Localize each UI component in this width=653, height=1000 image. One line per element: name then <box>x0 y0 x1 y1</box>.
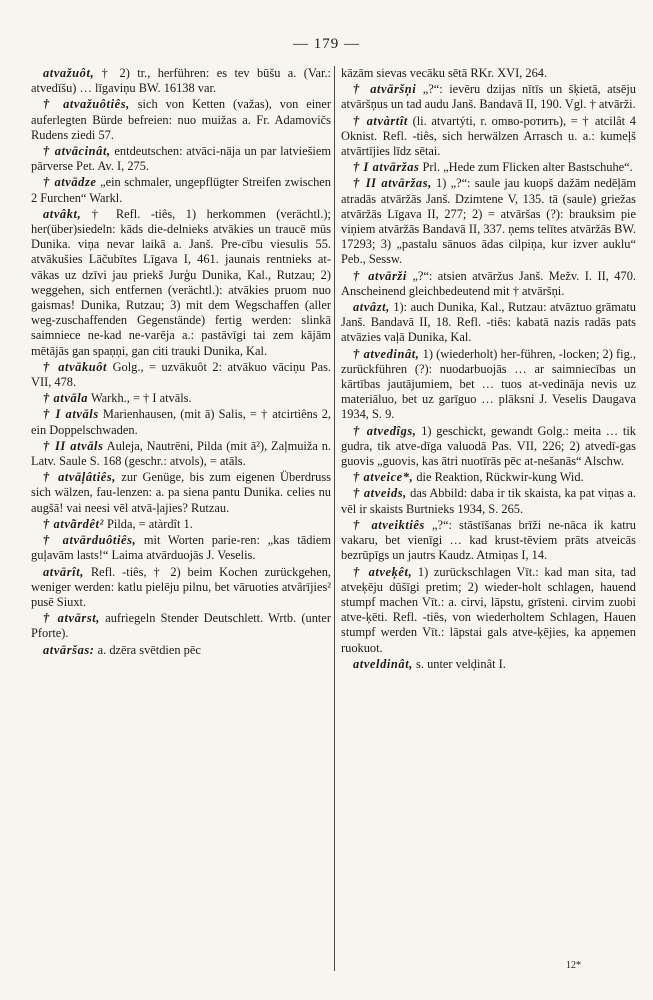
entry-headword: † atvārst, <box>43 611 101 626</box>
dictionary-entry <box>31 611 331 641</box>
dictionary-entry <box>31 97 331 143</box>
signature-mark: 12* <box>566 960 581 971</box>
entry-headword: † II atvāržas, <box>353 176 432 191</box>
dictionary-entry <box>341 424 636 470</box>
entry-text: kāzām sievas vecāku sētā RKr. XVI, 264. <box>341 66 548 80</box>
entry-headword: † atvedinât, <box>353 346 420 361</box>
entry-text: a. dzēra svētdien pēc <box>94 642 201 657</box>
dictionary-entry <box>341 269 636 299</box>
dictionary-entry <box>341 82 636 112</box>
entry-headword: † atveice*, <box>353 470 414 485</box>
entry-headword: † I atvāls <box>43 407 99 422</box>
dictionary-entry <box>31 533 331 563</box>
dictionary-entry <box>31 175 331 205</box>
dictionary-entry <box>341 486 636 516</box>
dictionary-entry <box>31 391 331 406</box>
entry-text: entdeutschen: atvāci-nāja un par latviešiem pārverse Pet. Av. I, 275. <box>31 144 331 174</box>
entry-text: † 2) tr., herführen: es tev būšu a. (Var.: atvedīšu) … līgaviņu BW. 16138 var. <box>31 66 331 96</box>
entry-text: Marienhausen, (mit ā) Salis, = † atcirtiêns 2, ein Doppelschwaden. <box>31 407 331 437</box>
entry-text: Prl. „Hede zum Flicken alter Bastschuhe“. <box>419 160 633 175</box>
entry-text: „?“: stāstīšanas brīži ne-nāca ik katru vakaru, bet vienīgi … kad krust-tēviem prāts atveicās bezrūpīgs un jautrs Kaudz. Atmiņas I, 14. <box>341 517 637 563</box>
dictionary-entry <box>31 360 331 390</box>
dictionary-entry <box>341 657 636 672</box>
entry-headword: † atvāļâtiês, <box>43 470 116 485</box>
entry-headword: † I atvāržas <box>353 160 420 175</box>
left-column <box>31 66 331 659</box>
dictionary-entry <box>31 470 331 516</box>
dictionary-entry <box>341 300 636 346</box>
dictionary-entry <box>341 66 636 81</box>
entry-headword: † II atvāls <box>43 438 104 453</box>
entry-headword: † atvārduôtiês, <box>43 533 137 548</box>
entry-headword: † atvažuôtiês, <box>43 97 130 112</box>
column-divider <box>334 66 335 971</box>
dictionary-entry <box>31 407 331 437</box>
entry-headword: † atveiktiês <box>353 517 425 532</box>
entry-headword: atvâkt, <box>43 206 82 221</box>
entry-text: (li. atvartýti, r. omво-ротить), = † atcilât 4 Oknist. Refl. -tiês, sich herwälzen Arrasch u. a.: kumeļš atvārtījies līdz sētai. <box>341 113 636 159</box>
entry-headword: † atvādze <box>43 175 97 190</box>
entry-text: aufriegeln Stender Deutschlett. Wrtb. (unter Pforte). <box>31 611 332 641</box>
entry-headword: atvažuôt, <box>43 66 95 80</box>
entry-headword: † atvedîgs, <box>353 423 417 438</box>
dictionary-entry <box>31 66 331 96</box>
entry-headword: † atvācinât, <box>43 144 111 159</box>
entry-text: das Abbild: daba ir tik skaista, ka pat viņas a. vēl ir skaists Burtnieks 1934, S. 265. <box>341 486 636 516</box>
dictionary-entry <box>341 114 636 160</box>
entry-headword: † atvārži <box>353 268 407 283</box>
dictionary-entry <box>341 565 636 656</box>
entry-text: mit Worten parie-ren: „kas tādiem guļavām lasts!“ Laima atvārduojās J. Veselis. <box>31 533 331 563</box>
dictionary-entry <box>31 207 331 359</box>
entry-headword: † atvāla <box>43 391 89 406</box>
entry-text: „ein schmaler, ungepflügter Streifen zwischen 2 Furchen“ Warkl. <box>31 175 331 205</box>
entry-headword: † atvāršņi <box>353 82 417 97</box>
entry-text: 1): auch Dunika, Kal., Rutzau: atvāztuo grāmatu Janš. Bandavā II, 18. Refl. -tiês: kabatā nazis radās pats atvāzies vaļā Dunika, Kal. <box>341 300 636 345</box>
dictionary-entry <box>341 176 636 267</box>
entry-text: Refl. -tiês, † 2) beim Kochen zurückgehen, weniger werden: katlu pielēju pilnu, bet vāruoties atvârījies² pusē Siuxt. <box>31 564 331 609</box>
entry-text: 1) (wiederholt) her-führen, -locken; 2) fig., zurückführen (?): nuodarbuojās … ar saimniecības un kārtības jautājumiem, bet … tuos at-vedināja nevis uz materiāluo, bet uz garīguo … plāksni J. Veselis Daugava 1934, S. 9. <box>341 346 636 422</box>
entry-text: s. unter velḑinât I. <box>412 656 506 671</box>
dictionary-entry <box>31 643 331 658</box>
dictionary-entry <box>341 470 636 485</box>
dictionary-entry <box>31 565 331 611</box>
right-column <box>341 66 636 673</box>
entry-headword: † atvàrtît <box>353 113 408 128</box>
entry-headword: atvâzt, <box>353 300 390 315</box>
entry-headword: † atveids, <box>353 486 407 501</box>
dictionary-entry <box>341 518 636 564</box>
entry-text: Golg., = uzvākuôt 2: atvākuo vāciņu Pas. VII, 478. <box>31 359 331 390</box>
entry-headword: atvārît, <box>43 564 84 579</box>
entry-text: sich von Ketten (važas), von einer auferlegten Bürde befreien: nuo muižas a. Fr. Adamovičs Rudens ziedi 57. <box>31 97 331 142</box>
entry-text: 1) zurückschlagen Vīt.: kad man sita, tad atveķēju dūšīgi pretim; 2) wieder-holt schlagen, hauend stumpf machen Vīt.: a. cirvi, lāpstu, grīsteni. cirvim zuobi atve-ķēti. Refl. -tiês, von wiederholtem Schlagen, Hauen stumpf werden Vīt.: lāpstai gals atve-ķējies, ka apņemen ruokuot. <box>341 564 636 655</box>
dictionary-entry <box>341 160 636 175</box>
page-number: — 179 — <box>293 36 360 52</box>
dictionary-entry <box>31 439 331 469</box>
dictionary-entry <box>341 347 636 423</box>
entry-text: zur Genüge, bis zum eigenen Überdruss sich wälzen, fau-lenzen: a. pa siena pantu Dunika. celies nu augšā! vai neesi vēl atvā-ļajies? Rutzau. <box>31 470 331 515</box>
entry-text: Auleja, Nautrēni, Pilda (mit ā²), Zaļmuiža n. Latv. Saule S. 168 (geschr.: atvols), = atāls. <box>31 438 331 469</box>
entry-headword: † atveķêt, <box>353 564 413 579</box>
dictionary-entry <box>31 144 331 174</box>
entry-text: „?“: atsien atvāržus Janš. Mežv. I. II, 470. Anscheinend gleichbedeutend mit † atvāršņi. <box>341 268 636 298</box>
entry-headword: atvāršas: <box>43 642 95 657</box>
entry-text: Warkh., = † I atvāls. <box>88 391 192 406</box>
entry-text: Pilda, = atàrdît 1. <box>103 516 193 531</box>
entry-headword: † atvãrdêt² <box>43 516 104 531</box>
entry-headword: † atvākuôt <box>43 359 108 374</box>
dictionary-entry <box>31 517 331 532</box>
entry-text: 1) „?“: saule jau kuopš dažām nedēļām atradās atvāržās Janš. Dzimtene V, 135. tā (saule) griežas atvāržās Līgava II, 277; 2) = atvāršas (?): brauksim pie viņiem atvāržās Bandavā II, 337. ņems telītes atvāržās BW. 17293; 3) „pastalu sānuos ādas cilpiņa, kur izver auklu“ Peb., Sessw. <box>341 176 637 267</box>
entry-text: „?“: ievēru dzijas nītīs un šķietā, atsēju atvāršņus un tad audu Janš. Bandavā II, 190. Vgl. † atvārži. <box>341 82 637 112</box>
entry-headword: atveldinât, <box>353 656 413 671</box>
entry-text: † Refl. -tiês, 1) herkommen (verächtl.); her(über)siedeln: kāds die-delnieks atvākies un traucē mūs Dunika. viņa nevar laikā a. Janš. Pre-cību viesulis 55. atvākušies Lāčubītes Līgava I, 461. jaunais rentnieks at-vākas uz dzīvi jau priekš Jurģu Dunika, Kal., Rutzau; 2) weggehen, sich entfernen (verächtl.): atvākies pruom nuo gaismas! Dunika, Rutzau; 3) mit dem Wegschaffen (aller weg-zuschaffenden Gegenstände) fertig werden: slinkā saimniece ne-kad ne-varēja a.: pastāvīgi tai zem kājām mētājās gan spaņņi, gan citi trauki Dunika, Kal. <box>31 206 331 358</box>
entry-text: die Reaktion, Rückwir-kung Wid. <box>413 470 584 485</box>
entry-text: 1) geschickt, gewandt Golg.: meita … tik gudra, tik atve-dīga valuodā Pas. VII, 226; 2) atvedī-gas guovis „guovis, kas ātri nuotīrās pēc at-nešanās“ Alschw. <box>341 423 636 469</box>
